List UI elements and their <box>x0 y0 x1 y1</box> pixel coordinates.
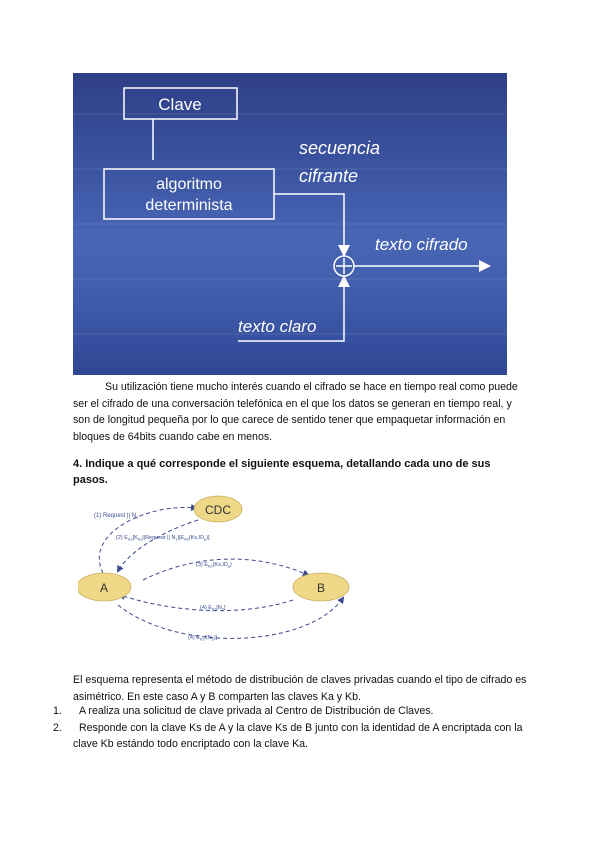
clave-label: Clave <box>158 95 202 114</box>
list-item-text: A realiza una solicitud de clave privada al Centro de Distribución de Claves. <box>79 705 434 717</box>
edge-label-request: (1) Request || $N_1$ <box>94 513 139 520</box>
list-item <box>53 703 527 720</box>
paragraph-1-text: Su utilización tiene mucho interés cuando el cifrado se hace en tiempo real como puede ser el cifrado de una conversación telefónica en el que los datos se generan en tiempo real, y son de longitud pequeña por lo que carece de sentido tener que empaquetar información en bloques de 64bits cuando cabe en menos. <box>73 381 518 443</box>
list-item-number: 2. <box>53 721 62 734</box>
secuencia-label-1: secuencia <box>299 138 381 158</box>
node-b-label: B <box>316 581 326 595</box>
edge-label-forward: (3) $E_{Kb}(Ks,ID_a)$ <box>196 562 232 569</box>
list-item-number: 1. <box>53 705 62 717</box>
key-distribution-diagram <box>78 493 468 648</box>
keystream-arrow <box>274 194 344 254</box>
steps-list <box>53 703 527 753</box>
paragraph-scheme-explanation: El esquema representa el método de distribución de claves privadas cuando el tipo de cifrado es asimétrico. En este caso A y B comparten las claves Ka y Kb. <box>73 674 527 703</box>
list-item <box>53 720 527 753</box>
list-item-text: Responde con la clave Ks de A y la clave Ks de B junto con la identidad de A encriptada con la clave Kb estándo todo encriptado con la clave Ka. <box>73 721 523 750</box>
stream-cipher-figure <box>73 73 507 375</box>
texto-cifrado-label: texto cifrado <box>375 235 468 254</box>
paragraph-realtime-cipher <box>73 379 523 445</box>
edge-label-response: (2) $E_{Ka}[K_{Ks}||Request$ || $N_1||E_{Kb}(Ks,ID_a)$] <box>116 535 210 542</box>
node-a-label: A <box>99 581 109 595</box>
edge-label-nonce: (4) $E_{Ks}[N_2]$ <box>200 605 226 612</box>
algoritmo-label-2: determinista <box>145 197 233 214</box>
secuencia-label-2: cifrante <box>299 166 359 186</box>
algoritmo-label-1: algoritmo <box>156 176 222 193</box>
stream-cipher-diagram <box>73 73 507 375</box>
question-4-heading: 4. Indique a qué corresponde el siguiente esquema, detallando cada uno de sus pasos. <box>73 458 491 486</box>
node-cdc-label: CDC <box>205 503 231 517</box>
edge-label-nonce-reply: (4) $E_{Ks}f(N_2)$] <box>188 635 218 642</box>
edge-nonce-reply <box>118 598 343 638</box>
edge-response <box>118 520 198 571</box>
texto-claro-label: texto claro <box>238 317 317 336</box>
